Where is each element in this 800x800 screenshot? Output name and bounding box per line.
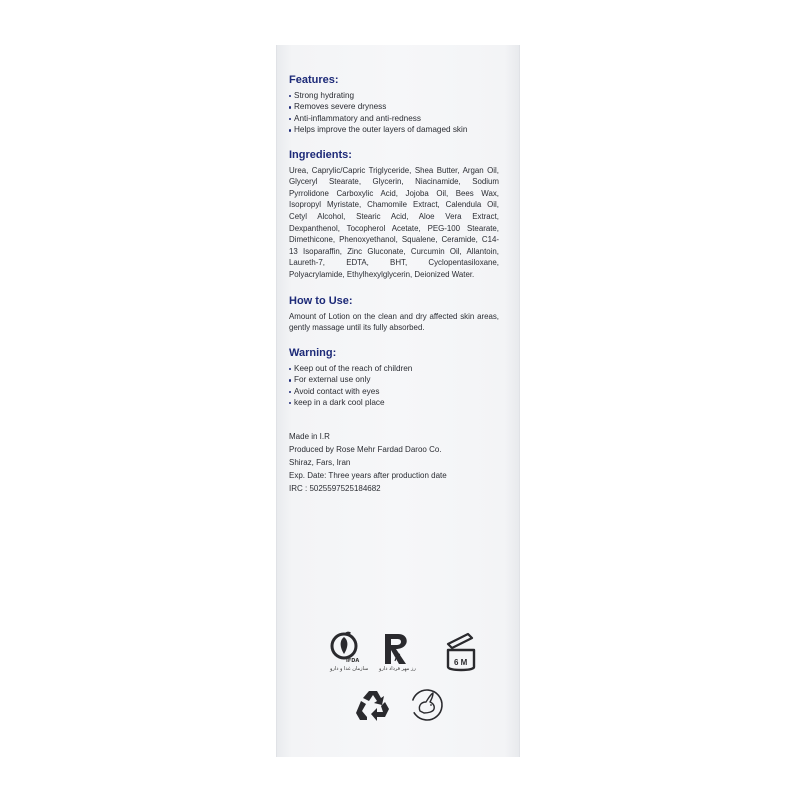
bullet-icon	[289, 118, 291, 120]
ifda-label: IFDA	[346, 658, 360, 664]
warning-item: Avoid contact with eyes	[289, 386, 499, 397]
how-to-use-text: Amount of Lotion on the clean and dry affected skin areas, gently massage until its fully absorbed.	[289, 311, 499, 333]
irc-text: IRC : 5025597525184682	[289, 483, 381, 493]
features-list	[289, 90, 499, 136]
produced-by-text: Produced by Rose Mehr Fardad Daroo Co.	[289, 445, 442, 455]
bullet-icon	[289, 95, 291, 97]
bullet-icon	[289, 368, 291, 370]
bullet-icon	[289, 391, 291, 393]
cruelty-free-rabbit-icon	[408, 687, 446, 723]
warning-section	[289, 347, 499, 409]
features-item: Strong hydrating	[289, 90, 499, 101]
brand-caption: رز مهر فرداد دارو	[379, 666, 416, 672]
made-in-text: Made in I.R	[289, 432, 330, 442]
warning-heading: Warning:	[289, 346, 337, 359]
warning-item: For external use only	[289, 374, 499, 385]
ingredients-heading: Ingredients:	[289, 148, 352, 161]
how-to-use-heading: How to Use:	[289, 294, 353, 307]
bullet-icon	[289, 379, 291, 381]
warning-item: keep in a dark cool place	[289, 397, 499, 408]
how-to-use-section	[289, 295, 499, 334]
label-text-block	[289, 74, 499, 495]
bullet-icon	[289, 402, 291, 404]
ingredients-text: Urea, Caprylic/Capric Triglyceride, Shea Butter, Argan Oil, Glyceryl Stearate, Glycerin, Niacinamide, Sodium Pyrrolidone Carboxylic Acid, Jojoba Oil, Bees Wax, Isopropyl Myristate, Chamomile Extract, Calendula Oil, Cetyl Alcohol, Stearic Acid, Aloe Vera Extract, Dexpanthenol, Tocopherol Acetate, PEG-100 Stearate, Dimethicone, Phenoxyethanol, Squalene, Ceramide, C14-13 Isoparaffin, Zinc Gluconate, Curcumin Oil, Allantoin, Laureth-7, EDTA, BHT, Cyclopentasiloxane, Polyacrylamide, Ethylhexylglycerin, Deionized Water.	[289, 165, 499, 279]
ingredients-section	[289, 149, 499, 281]
bullet-icon	[289, 129, 291, 131]
warning-item: Keep out of the reach of children	[289, 363, 499, 374]
features-item: Helps improve the outer layers of damaged skin	[289, 124, 499, 135]
ifda-caption: سازمان غذا و دارو	[330, 666, 369, 672]
warning-list	[289, 363, 499, 409]
bullet-icon	[289, 106, 291, 108]
pao-label: 6 M	[454, 658, 468, 667]
features-item: Removes severe dryness	[289, 101, 499, 112]
recycle-icon	[354, 687, 392, 723]
features-section	[289, 74, 499, 136]
brand-r-logo-icon	[382, 631, 412, 667]
location-text: Shiraz, Fars, Iran	[289, 457, 351, 467]
manufacturer-info	[289, 431, 499, 495]
features-heading: Features:	[289, 74, 339, 86]
pao-jar-icon	[444, 631, 478, 675]
features-item: Anti-inflammatory and anti-redness	[289, 113, 499, 124]
certification-logos	[276, 625, 520, 735]
expiry-text: Exp. Date: Three years after production date	[289, 470, 447, 480]
